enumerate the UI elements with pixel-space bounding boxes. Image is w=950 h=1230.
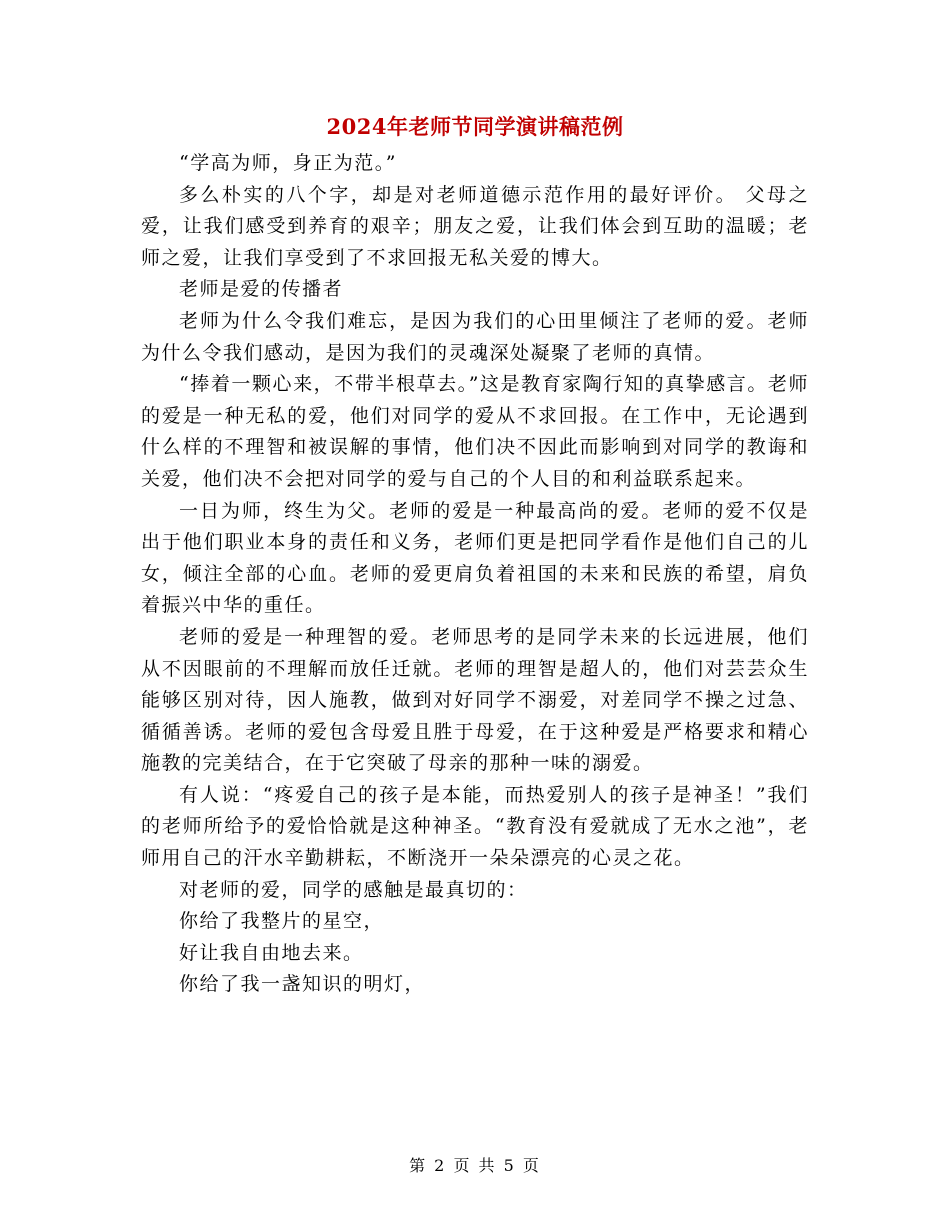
paragraph-8: 有人说：“疼爱自己的孩子是本能，而热爱别人的孩子是神圣！”我们的老师所给予的爱恰恰就是这种神圣。“教育没有爱就成了无水之池”，老师用自己的汗水辛勤耕耘，不断浇开一朵朵漂亮的心灵之花。 [141,783,809,870]
paragraph-1: “学高为师，身正为范。” [179,152,397,174]
paragraph-12: 你给了我一盏知识的明灯， [179,973,426,996]
paragraph-6: 一日为师，终生为父。老师的爱是一种最高尚的爱。老师的爱不仅是出于他们职业本身的责任和义务，老师们更是把同学看作是他们自己的儿女，倾注全部的心血。老师的爱更肩负着祖国的未来和民族的希望，肩负着振兴中华的重任。 [141,499,809,617]
paragraph-9: 对老师的爱，同学的感触是最真切的： [179,878,528,901]
document-title: 2024年老师节同学演讲稿范例 [326,114,624,139]
paragraph-2: 多么朴实的八个字，却是对老师道德示范作用的最好评价。 父母之爱，让我们感受到养育的艰辛；朋友之爱，让我们体会到互助的温暖；老师之爱，让我们享受到了不求回报无私关爱的博大。 [141,183,809,269]
paragraph-10: 你给了我整片的星空， [179,910,385,933]
document-body [141,148,809,1001]
paragraph-11: 好让我自由地去来。 [179,941,364,964]
page-footer: 第 2 页 共 5 页 [409,1156,541,1175]
paragraph-5: “捧着一颗心来，不带半根草去。”这是教育家陶行知的真挚感言。老师的爱是一种无私的爱，他们对同学的爱从不求回报。在工作中，无论遇到什么样的不理智和被误解的事情，他们决不因此而影响到对同学的教诲和关爱，他们决不会把对同学的爱与自己的个人目的和利益联系起来。 [141,373,809,490]
paragraph-7: 老师的爱是一种理智的爱。老师思考的是同学未来的长远进展，他们从不因眼前的不理解而放任迁就。老师的理智是超人的，他们对芸芸众生能够区别对待，因人施教，做到对好同学不溺爱，对差同学不操之过急、循循善诱。老师的爱包含母爱且胜于母爱，在于这种爱是严格要求和精心施教的完美结合，在于它突破了母亲的那种一味的溺爱。 [141,625,809,775]
paragraph-4: 老师为什么令我们难忘，是因为我们的心田里倾注了老师的爱。老师为什么令我们感动，是因为我们的灵魂深处凝聚了老师的真情。 [141,309,809,364]
paragraph-3: 老师是爱的传播者 [179,278,344,301]
